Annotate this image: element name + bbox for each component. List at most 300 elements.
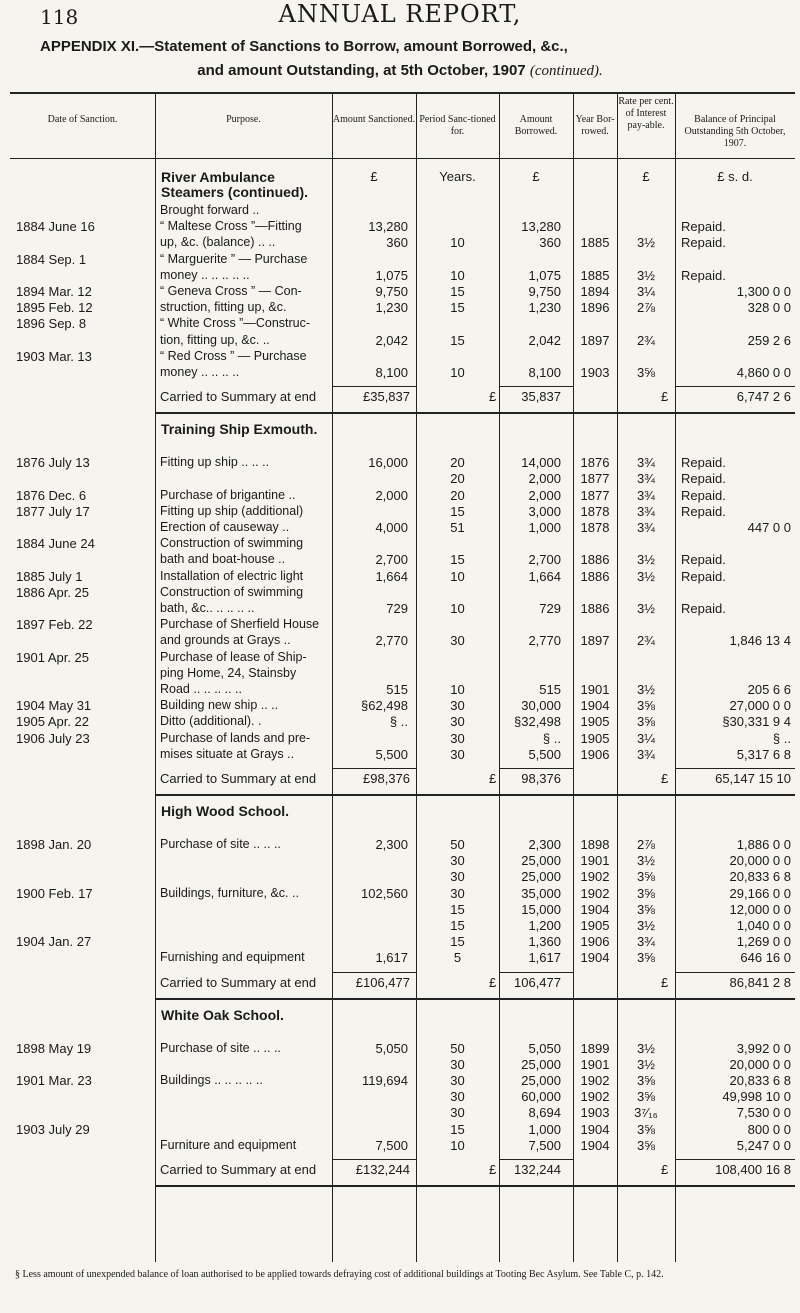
- row-purpose: “ Maltese Cross ”—Fitting: [160, 219, 302, 234]
- column-rule: [155, 92, 156, 1262]
- summary-sanctioned: £35,837: [363, 389, 410, 405]
- row-rate: 3½: [636, 1040, 656, 1056]
- unit-label: £: [642, 169, 650, 184]
- row-year: 1903: [580, 1105, 610, 1121]
- row-purpose: Ditto (additional). .: [160, 714, 262, 729]
- column-header: Balance of Principal Outstanding 5th October, 1907.: [684, 114, 786, 149]
- summary-currency: £: [489, 389, 497, 405]
- column-header: Purpose.: [226, 114, 261, 125]
- row-date: 1894 Mar. 12: [16, 284, 92, 299]
- row-date: 1884 June 16: [16, 219, 95, 235]
- summary-currency: £: [661, 1162, 669, 1177]
- row-date: 1884 Sep. 1: [16, 251, 87, 267]
- row-year: 1896: [580, 300, 610, 316]
- row-period: 15: [450, 503, 465, 519]
- row-rate: 3⅝: [636, 869, 656, 885]
- row-balance: 1,300 0 0: [736, 284, 791, 299]
- row-rate: 2¾: [636, 633, 656, 649]
- row-amount-sanctioned: 1,664: [375, 568, 408, 584]
- row-period: 10: [450, 1137, 465, 1153]
- row-amount-sanctioned: 5,500: [375, 746, 408, 762]
- row-year: 1901: [580, 682, 610, 697]
- summary-currency: £: [489, 771, 497, 786]
- row-purpose: bath and boat-house ..: [160, 552, 286, 567]
- row-balance: §30,331 9 4: [722, 714, 791, 730]
- row-purpose: “ Marguerite ” — Purchase: [160, 251, 308, 266]
- row-purpose: Purchase of Sherfield House: [160, 617, 320, 632]
- row-amount-sanctioned: 1,075: [375, 267, 408, 283]
- summary-rule: [675, 1159, 795, 1160]
- row-period: 15: [450, 284, 465, 299]
- summary-currency: £: [661, 974, 669, 990]
- row-amount-borrowed: 25,000: [521, 1056, 561, 1072]
- row-date: 1900 Feb. 17: [16, 885, 93, 901]
- row-period: 10: [450, 267, 465, 283]
- row-period: 15: [450, 300, 465, 316]
- summary-rule: [499, 386, 573, 387]
- row-amount-borrowed: 14,000: [521, 455, 561, 471]
- row-balance: 20,833 6 8: [729, 1073, 791, 1088]
- footnote: § Less amount of unexpended balance of loan authorised to be applied towards defraying cost of additional buildings at Tooting Bec Asylum. See Table C, p. 142.: [15, 1269, 664, 1280]
- row-balance: Repaid.: [681, 455, 726, 471]
- row-amount-borrowed: §32,498: [514, 714, 561, 730]
- row-period: 30: [450, 714, 465, 730]
- summary-rule: [675, 768, 795, 769]
- summary-balance: 65,147 15 10: [715, 771, 791, 786]
- row-amount-borrowed: 15,000: [521, 901, 561, 917]
- summary-label: Carried to Summary at end: [160, 771, 317, 786]
- row-year: 1903: [580, 365, 610, 380]
- summary-rule: [499, 1159, 573, 1160]
- page-number: 118: [40, 5, 79, 29]
- row-purpose: Purchase of lands and pre-: [160, 730, 311, 745]
- row-amount-borrowed: 1,000: [528, 1121, 561, 1137]
- row-rate: 3½: [636, 568, 656, 584]
- row-purpose: Construction of swimming: [160, 536, 304, 551]
- row-year: 1905: [580, 730, 610, 746]
- row-rate: 3⅝: [636, 698, 656, 714]
- section-rule: [155, 998, 795, 1000]
- row-balance: Repaid.: [681, 235, 726, 251]
- row-purpose: Buildings, furniture, &c. ..: [160, 885, 299, 900]
- row-amount-borrowed: 360: [539, 235, 561, 251]
- table-top-rule: [10, 92, 795, 94]
- row-period: 10: [450, 568, 465, 584]
- row-date: 1886 Apr. 25: [16, 584, 90, 600]
- row-amount-sanctioned: 2,000: [375, 487, 408, 503]
- summary-rule: [499, 768, 573, 769]
- row-amount-borrowed: 1,000: [528, 520, 561, 535]
- row-year: 1878: [580, 503, 610, 519]
- row-year: 1901: [580, 853, 610, 869]
- row-balance: Repaid.: [681, 487, 726, 503]
- summary-label: Carried to Summary at end: [160, 389, 317, 405]
- row-rate: 3½: [636, 918, 656, 933]
- table-head-rule: [10, 158, 795, 159]
- row-year: 1878: [580, 520, 610, 535]
- row-year: 1876: [580, 455, 610, 471]
- row-amount-borrowed: 2,000: [528, 487, 561, 503]
- row-amount-sanctioned: 515: [386, 682, 408, 697]
- row-period: 5: [453, 950, 462, 966]
- row-year: 1885: [580, 267, 610, 283]
- summary-currency: £: [661, 389, 669, 405]
- row-balance: Repaid.: [681, 552, 726, 568]
- row-date: 1885 July 1: [16, 568, 83, 584]
- row-amount-sanctioned: 13,280: [368, 219, 408, 235]
- row-amount-sanctioned: 360: [386, 235, 408, 251]
- row-rate: 3¾: [636, 520, 656, 535]
- row-purpose: Road .. .. .. .. ..: [160, 682, 242, 696]
- row-balance: 20,000 0 0: [729, 853, 791, 869]
- summary-sanctioned: £132,244: [355, 1162, 410, 1177]
- summary-sanctioned: £98,376: [363, 771, 410, 786]
- row-period: 20: [450, 455, 465, 471]
- row-amount-borrowed: 25,000: [521, 853, 561, 869]
- running-head: ANNUAL REPORT,: [278, 0, 522, 28]
- column-header: Year Bor-rowed.: [575, 114, 615, 137]
- row-rate: 3½: [636, 601, 656, 616]
- title-line-1: APPENDIX XI.—Statement of Sanctions to Borrow, amount Borrowed, &c.,: [40, 38, 568, 55]
- row-balance: Repaid.: [681, 219, 726, 235]
- row-period: 30: [450, 746, 465, 762]
- row-rate: 3⅝: [636, 950, 656, 966]
- row-amount-borrowed: 8,100: [528, 365, 561, 380]
- row-purpose: Purchase of brigantine ..: [160, 487, 296, 502]
- row-year: 1906: [580, 934, 610, 950]
- row-date: 1901 Apr. 25: [16, 649, 90, 665]
- row-balance: 259 2 6: [747, 332, 791, 348]
- row-date: 1905 Apr. 22: [16, 714, 90, 730]
- summary-balance: 6,747 2 6: [736, 389, 791, 405]
- row-amount-sanctioned: 9,750: [375, 284, 408, 299]
- row-rate: 3½: [636, 235, 656, 251]
- row-year: 1898: [580, 837, 610, 852]
- row-year: 1886: [580, 568, 610, 584]
- row-date: 1906 July 23: [16, 730, 90, 746]
- row-balance: Repaid.: [681, 601, 726, 616]
- row-amount-borrowed: 2,000: [528, 471, 561, 487]
- row-date: 1903 July 29: [16, 1121, 90, 1137]
- row-date: 1904 May 31: [16, 698, 92, 714]
- row-rate: 3¾: [636, 503, 656, 519]
- row-purpose: Installation of electric light: [160, 568, 304, 583]
- row-purpose: money .. .. .. ..: [160, 365, 240, 379]
- row-rate: 3⅝: [636, 1121, 656, 1137]
- column-header: Rate per cent. of Interest pay-able.: [618, 96, 674, 131]
- row-rate: 3⅝: [636, 1137, 656, 1153]
- row-balance: 646 16 0: [740, 950, 791, 966]
- row-amount-borrowed: 9,750: [528, 284, 561, 299]
- row-rate: 3½: [636, 682, 656, 697]
- row-period: 30: [450, 1089, 465, 1105]
- row-amount-borrowed: 8,694: [528, 1105, 561, 1121]
- row-rate: 3⅝: [636, 1089, 656, 1105]
- row-amount-borrowed: 2,770: [528, 633, 561, 649]
- row-period: 30: [450, 885, 465, 901]
- row-amount-sanctioned: 16,000: [368, 455, 408, 471]
- summary-balance: 108,400 16 8: [715, 1162, 791, 1177]
- row-rate: 3¼: [636, 730, 656, 746]
- row-period: 30: [450, 1073, 465, 1088]
- row-period: 10: [450, 601, 465, 616]
- summary-label: Carried to Summary at end: [160, 974, 317, 990]
- column-header: Period Sanc-tioned for.: [419, 114, 496, 137]
- row-period: 30: [450, 1056, 465, 1072]
- row-period: 15: [450, 332, 465, 348]
- row-amount-borrowed: 1,230: [528, 300, 561, 316]
- row-year: 1897: [580, 332, 610, 348]
- row-purpose: tion, fitting up, &c. ..: [160, 332, 270, 347]
- row-amount-sanctioned: 5,050: [375, 1040, 408, 1056]
- row-year: 1904: [580, 1137, 610, 1153]
- row-date: 1897 Feb. 22: [16, 617, 93, 633]
- row-balance: 5,317 6 8: [736, 746, 791, 762]
- row-amount-sanctioned: §62,498: [361, 698, 408, 714]
- summary-rule: [332, 768, 416, 769]
- row-balance: 1,269 0 0: [736, 934, 791, 950]
- row-purpose: “ White Cross ”—Construc-: [160, 316, 311, 331]
- row-balance: 20,833 6 8: [729, 869, 791, 885]
- row-amount-borrowed: 5,500: [528, 746, 561, 762]
- row-balance: 1,040 0 0: [736, 918, 791, 933]
- row-balance: 3,992 0 0: [736, 1040, 791, 1056]
- row-rate: 3¾: [636, 746, 656, 762]
- row-rate: 3¾: [636, 455, 656, 471]
- row-balance: 12,000 0 0: [729, 901, 791, 917]
- row-balance: 205 6 6: [747, 682, 791, 697]
- row-purpose: and grounds at Grays ..: [160, 633, 291, 648]
- summary-rule: [332, 386, 416, 387]
- row-amount-sanctioned: 8,100: [375, 365, 408, 380]
- row-purpose: ping Home, 24, Stainsby: [160, 665, 297, 680]
- row-purpose: Construction of swimming: [160, 584, 304, 599]
- row-balance: 29,166 0 0: [729, 885, 791, 901]
- section-heading: High Wood School.: [161, 803, 290, 819]
- row-amount-borrowed: 7,500: [528, 1137, 561, 1153]
- row-rate: 2⅞: [636, 300, 656, 316]
- row-period: 20: [450, 471, 465, 487]
- row-purpose: Buildings .. .. .. .. ..: [160, 1073, 263, 1087]
- row-year: 1886: [580, 552, 610, 568]
- row-period: 30: [450, 1105, 465, 1121]
- row-amount-borrowed: 30,000: [521, 698, 561, 714]
- row-purpose: Purchase of lease of Ship-: [160, 649, 307, 664]
- row-amount-sanctioned: 2,700: [375, 552, 408, 568]
- unit-label: £: [532, 169, 540, 184]
- row-date: 1876 Dec. 6: [16, 487, 87, 503]
- row-date: 1898 Jan. 20: [16, 837, 92, 852]
- row-balance: 800 0 0: [747, 1121, 791, 1137]
- row-amount-sanctioned: § ..: [389, 714, 408, 730]
- row-date: 1895 Feb. 12: [16, 300, 93, 316]
- row-amount-borrowed: 25,000: [521, 1073, 561, 1088]
- title-continued: (continued).: [529, 63, 603, 79]
- row-rate: 3½: [636, 1056, 656, 1072]
- row-purpose: Purchase of site .. .. ..: [160, 1040, 281, 1055]
- row-rate: 3⅝: [636, 714, 656, 730]
- row-balance: 447 0 0: [747, 520, 791, 535]
- row-year: 1877: [580, 471, 610, 487]
- row-amount-sanctioned: 119,694: [361, 1073, 408, 1088]
- row-rate: 3¾: [636, 487, 656, 503]
- row-amount-borrowed: 1,617: [528, 950, 561, 966]
- row-balance: 20,000 0 0: [729, 1056, 791, 1072]
- summary-balance: 86,841 2 8: [729, 974, 791, 990]
- row-year: 1901: [580, 1056, 610, 1072]
- row-balance: 27,000 0 0: [729, 698, 791, 714]
- row-date: 1884 June 24: [16, 536, 95, 552]
- row-balance: 5,247 0 0: [736, 1137, 791, 1153]
- row-period: 15: [450, 901, 465, 917]
- row-period: 30: [450, 698, 465, 714]
- row-amount-borrowed: 5,050: [528, 1040, 561, 1056]
- row-amount-sanctioned: 2,770: [375, 633, 408, 649]
- section-rule: [155, 794, 795, 796]
- row-purpose: Erection of causeway ..: [160, 520, 290, 534]
- summary-rule: [675, 972, 795, 973]
- unit-label: £ s. d.: [717, 169, 753, 184]
- summary-label: Carried to Summary at end: [160, 1162, 317, 1177]
- row-rate: 3⅝: [636, 885, 656, 901]
- summary-currency: £: [489, 1162, 497, 1177]
- row-period: 30: [450, 869, 465, 885]
- row-amount-borrowed: 2,300: [528, 837, 561, 852]
- section-heading: River Ambulance Steamers (continued).: [161, 169, 309, 200]
- row-purpose: Furniture and equipment: [160, 1137, 297, 1152]
- row-year: 1877: [580, 487, 610, 503]
- row-purpose: Fitting up ship .. .. ..: [160, 455, 270, 470]
- row-balance: Repaid.: [681, 267, 726, 283]
- row-rate: 3¾: [636, 934, 656, 950]
- title-line-2: [0, 62, 800, 80]
- row-purpose: money .. .. .. .. ..: [160, 267, 250, 282]
- summary-borrowed: 132,244: [514, 1162, 561, 1177]
- row-purpose: Building new ship .. ..: [160, 698, 279, 713]
- row-date: 1896 Sep. 8: [16, 316, 87, 332]
- row-period: 50: [450, 1040, 465, 1056]
- summary-currency: £: [489, 974, 497, 990]
- row-rate: 3½: [636, 267, 656, 283]
- row-amount-borrowed: 1,200: [528, 918, 561, 933]
- column-rule: [675, 92, 676, 1262]
- column-header: Amount Borrowed.: [514, 114, 558, 137]
- row-amount-sanctioned: 102,560: [361, 885, 408, 901]
- row-date: 1898 May 19: [16, 1040, 92, 1056]
- row-amount-sanctioned: 729: [386, 601, 408, 616]
- row-amount-sanctioned: 2,300: [375, 837, 408, 852]
- summary-rule: [499, 972, 573, 973]
- row-year: 1906: [580, 746, 610, 762]
- summary-rule: [332, 972, 416, 973]
- row-amount-borrowed: 1,075: [528, 267, 561, 283]
- row-rate: 3⅝: [636, 365, 656, 380]
- row-year: 1899: [580, 1040, 610, 1056]
- row-period: 51: [450, 520, 465, 535]
- row-rate: 3⅝: [636, 901, 656, 917]
- row-rate: 3⅝: [636, 1073, 656, 1088]
- summary-rule: [332, 1159, 416, 1160]
- row-period: 30: [450, 633, 465, 649]
- row-period: 10: [450, 235, 465, 251]
- row-period: 30: [450, 730, 465, 746]
- row-year: 1885: [580, 235, 610, 251]
- section-rule: [155, 412, 795, 414]
- summary-rule: [675, 386, 795, 387]
- row-amount-borrowed: 1,360: [528, 934, 561, 950]
- row-period: 15: [450, 918, 465, 933]
- row-period: 15: [450, 1121, 465, 1137]
- row-year: 1894: [580, 284, 610, 299]
- row-balance: Repaid.: [681, 568, 726, 584]
- row-purpose: bath, &c.. .. .. .. ..: [160, 601, 255, 615]
- row-period: 15: [450, 552, 465, 568]
- row-rate: 3½: [636, 853, 656, 869]
- row-year: 1902: [580, 869, 610, 885]
- row-purpose: Brought forward ..: [160, 203, 260, 217]
- row-rate: 3¼: [636, 284, 656, 299]
- row-purpose: Fitting up ship (additional): [160, 503, 304, 518]
- row-amount-borrowed: § ..: [542, 730, 561, 746]
- row-amount-sanctioned: 1,230: [375, 300, 408, 316]
- row-amount-sanctioned: 4,000: [375, 520, 408, 535]
- section-rule: [155, 1185, 795, 1187]
- summary-currency: £: [661, 771, 669, 786]
- row-year: 1897: [580, 633, 610, 649]
- row-year: 1902: [580, 1089, 610, 1105]
- row-amount-borrowed: 25,000: [521, 869, 561, 885]
- row-balance: Repaid.: [681, 503, 726, 519]
- row-period: 20: [450, 487, 465, 503]
- row-amount-borrowed: 60,000: [521, 1089, 561, 1105]
- row-period: 10: [450, 682, 465, 697]
- row-period: 30: [450, 853, 465, 869]
- row-balance: 4,860 0 0: [736, 365, 791, 380]
- row-purpose: “ Geneva Cross ” — Con-: [160, 284, 302, 298]
- row-period: 15: [450, 934, 465, 950]
- row-balance: 328 0 0: [747, 300, 791, 316]
- row-purpose: Furnishing and equipment: [160, 950, 305, 965]
- summary-borrowed: 106,477: [514, 974, 561, 990]
- row-year: 1902: [580, 1073, 610, 1088]
- row-amount-borrowed: 515: [539, 682, 561, 697]
- summary-borrowed: 35,837: [521, 389, 561, 405]
- row-amount-sanctioned: 2,042: [375, 332, 408, 348]
- row-year: 1904: [580, 698, 610, 714]
- row-purpose: “ Red Cross ” — Purchase: [160, 348, 307, 363]
- row-date: 1877 July 17: [16, 503, 90, 519]
- row-balance: 1,886 0 0: [736, 837, 791, 852]
- row-rate: 2⅞: [636, 837, 656, 852]
- summary-borrowed: 98,376: [521, 771, 561, 786]
- summary-sanctioned: £106,477: [355, 974, 410, 990]
- row-amount-sanctioned: 7,500: [375, 1137, 408, 1153]
- row-rate: 3¾: [636, 471, 656, 487]
- row-purpose: mises situate at Grays ..: [160, 746, 295, 761]
- column-header: Date of Sanction.: [47, 114, 118, 125]
- row-amount-borrowed: 2,042: [528, 332, 561, 348]
- row-date: 1903 Mar. 13: [16, 348, 92, 364]
- row-year: 1886: [580, 601, 610, 616]
- row-year: 1904: [580, 901, 610, 917]
- row-amount-borrowed: 3,000: [528, 503, 561, 519]
- row-period: 50: [450, 837, 465, 852]
- row-year: 1905: [580, 918, 610, 933]
- row-purpose: Purchase of site .. .. ..: [160, 837, 281, 851]
- row-year: 1904: [580, 1121, 610, 1137]
- column-header: Amount Sanctioned.: [332, 114, 416, 125]
- row-rate: 3½: [636, 552, 656, 568]
